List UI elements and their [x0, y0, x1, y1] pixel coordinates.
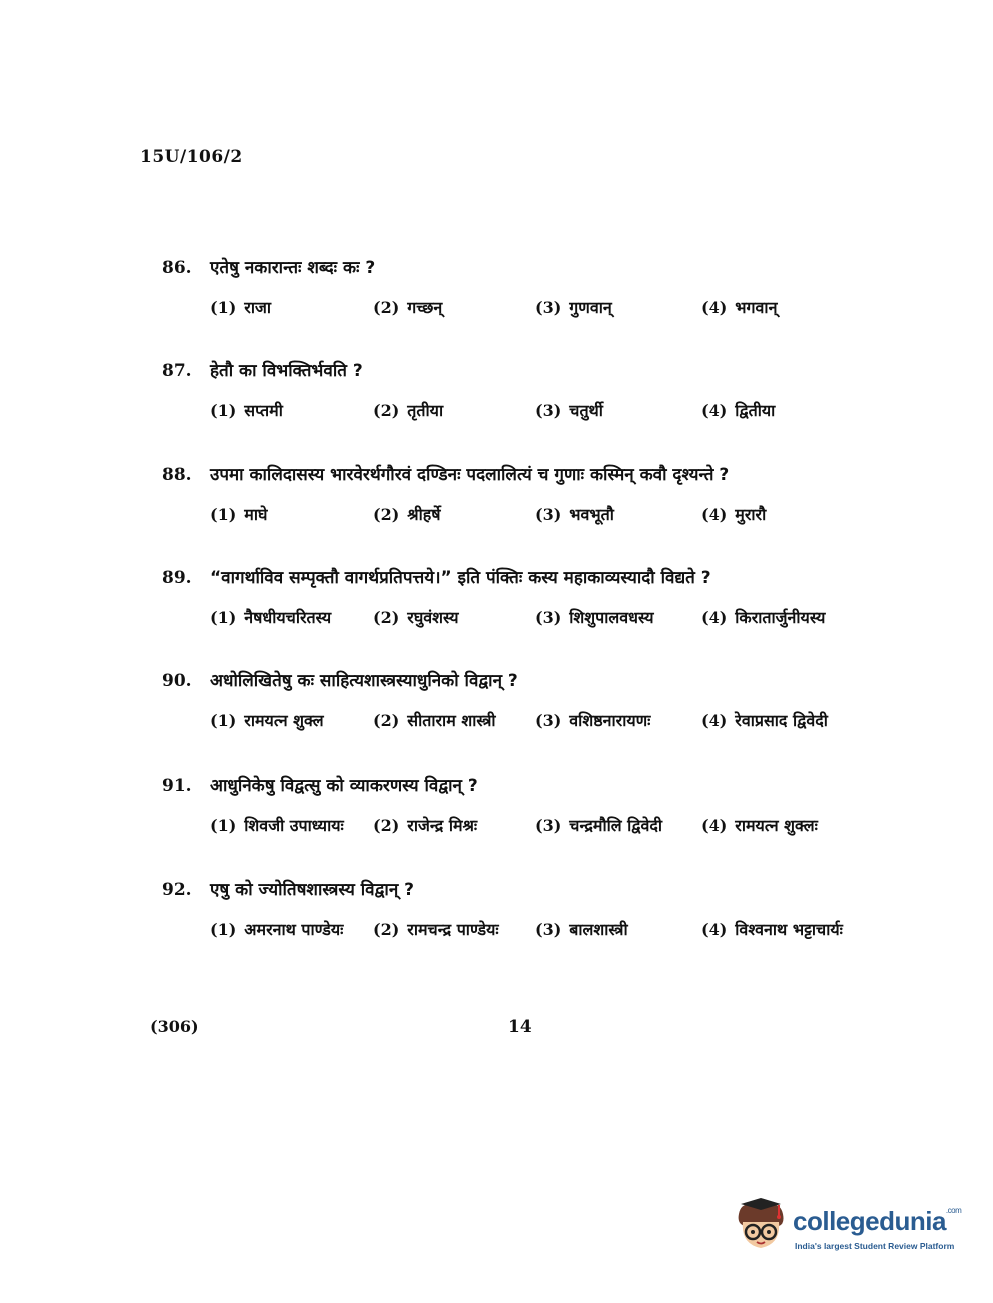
option-label: (4)	[701, 401, 728, 420]
option-2	[373, 606, 535, 628]
option-3	[535, 296, 701, 318]
options-row	[162, 606, 882, 628]
option-label: (3)	[535, 505, 562, 524]
question-line	[162, 668, 882, 691]
question-line	[162, 877, 882, 900]
option-label: (1)	[210, 608, 237, 627]
option-text: गुणवान्	[569, 298, 612, 317]
question-text: एषु को ज्योतिषशास्त्रस्य विद्वान् ?	[210, 880, 415, 900]
option-label: (1)	[210, 401, 237, 420]
option-text: अमरनाथ पाण्डेयः	[244, 920, 344, 939]
options-row	[162, 399, 882, 421]
option-text: रामयत्न शुक्लः	[735, 816, 818, 835]
question-text: उपमा कालिदासस्य भारवेरर्थगौरवं दण्डिनः पदलालित्यं च गुणाः कस्मिन् कवौ दृश्यन्ते ?	[210, 465, 730, 485]
options-row	[162, 296, 882, 318]
option-2	[373, 814, 535, 836]
option-label: (2)	[373, 298, 400, 317]
option-2	[373, 503, 535, 525]
question-text: “वागर्थाविव सम्पृक्तौ वागर्थप्रतिपत्तये।” इति पंक्तिः कस्य महाकाव्यस्यादौ विद्यते ?	[210, 568, 711, 588]
question-number: 91.	[162, 776, 192, 796]
option-4	[701, 918, 881, 940]
question-line	[162, 358, 882, 381]
question-number: 87.	[162, 361, 192, 381]
option-1	[210, 503, 373, 525]
option-label: (4)	[701, 816, 728, 835]
option-3	[535, 399, 701, 421]
option-label: (2)	[373, 920, 400, 939]
option-1	[210, 296, 373, 318]
question-number: 92.	[162, 880, 192, 900]
option-text: रामयत्न शुक्ल	[244, 711, 324, 730]
question-block	[162, 565, 882, 628]
option-text: विश्वनाथ भट्टाचार्यः	[735, 920, 843, 939]
option-text: बालशास्त्री	[569, 920, 628, 939]
mascot-icon	[733, 1196, 791, 1260]
question-text: एतेषु नकारान्तः शब्दः कः ?	[210, 258, 376, 278]
option-text: वशिष्ठनारायणः	[569, 711, 651, 730]
question-line	[162, 773, 882, 796]
question-line	[162, 255, 882, 278]
question-number: 89.	[162, 568, 192, 588]
option-label: (4)	[701, 711, 728, 730]
question-block	[162, 773, 882, 836]
option-text: द्वितीया	[735, 401, 776, 420]
question-line	[162, 462, 882, 485]
option-label: (4)	[701, 920, 728, 939]
option-3	[535, 709, 701, 731]
option-text: चन्द्रमौलि द्विवेदी	[569, 816, 663, 835]
question-number: 88.	[162, 465, 192, 485]
question-number: 90.	[162, 671, 192, 691]
options-row	[162, 814, 882, 836]
options-row	[162, 918, 882, 940]
question-block	[162, 462, 882, 525]
option-4	[701, 296, 881, 318]
option-text: मुरारौ	[735, 505, 767, 524]
option-label: (4)	[701, 505, 728, 524]
option-text: गच्छन्	[407, 298, 443, 317]
option-label: (1)	[210, 711, 237, 730]
option-1	[210, 399, 373, 421]
option-label: (3)	[535, 298, 562, 317]
option-text: चतुर्थी	[569, 401, 603, 420]
option-1	[210, 918, 373, 940]
question-block	[162, 358, 882, 421]
brand-tagline: India's largest Student Review Platform	[795, 1241, 955, 1251]
option-label: (2)	[373, 505, 400, 524]
question-number: 86.	[162, 258, 192, 278]
paper-code: 15U/106/2	[140, 147, 243, 167]
option-4	[701, 606, 881, 628]
option-2	[373, 918, 535, 940]
option-4	[701, 399, 881, 421]
option-label: (1)	[210, 505, 237, 524]
question-text: हेतौ का विभक्तिर्भवति ?	[210, 361, 363, 381]
option-label: (2)	[373, 816, 400, 835]
question-text: अधोलिखितेषु कः साहित्यशास्त्रस्याधुनिको विद्वान् ?	[210, 671, 518, 691]
page-number: 14	[508, 1017, 532, 1037]
option-label: (2)	[373, 608, 400, 627]
option-text: सप्तमी	[244, 401, 283, 420]
option-label: (3)	[535, 711, 562, 730]
option-label: (1)	[210, 298, 237, 317]
option-2	[373, 399, 535, 421]
option-label: (3)	[535, 816, 562, 835]
option-label: (3)	[535, 920, 562, 939]
option-text: माघे	[244, 505, 268, 524]
option-3	[535, 606, 701, 628]
option-label: (1)	[210, 816, 237, 835]
collegedunia-logo[interactable]	[733, 1196, 963, 1260]
option-text: रामचन्द्र पाण्डेयः	[407, 920, 499, 939]
option-label: (4)	[701, 608, 728, 627]
options-row	[162, 709, 882, 731]
option-text: किरातार्जुनीयस्य	[735, 608, 826, 627]
options-row	[162, 503, 882, 525]
brand-name: collegedunia$^{.com}$	[793, 1206, 962, 1236]
option-2	[373, 296, 535, 318]
option-label: (2)	[373, 401, 400, 420]
option-4	[701, 503, 881, 525]
option-text: श्रीहर्षे	[407, 505, 441, 524]
option-text: तृतीया	[407, 401, 444, 420]
option-text: भगवान्	[735, 298, 778, 317]
option-text: रेवाप्रसाद द्विवेदी	[735, 711, 828, 730]
option-text: भवभूतौ	[569, 505, 614, 524]
option-text: शिवजी उपाध्यायः	[244, 816, 344, 835]
option-1	[210, 606, 373, 628]
option-text: रघुवंशस्य	[407, 608, 459, 627]
question-block	[162, 255, 882, 318]
option-label: (3)	[535, 401, 562, 420]
question-block	[162, 668, 882, 731]
question-block	[162, 877, 882, 940]
option-4	[701, 709, 881, 731]
option-text: राजेन्द्र मिश्रः	[407, 816, 478, 835]
footer-code: (306)	[150, 1017, 199, 1036]
option-label: (4)	[701, 298, 728, 317]
option-4	[701, 814, 881, 836]
question-line	[162, 565, 882, 588]
option-3	[535, 918, 701, 940]
option-text: राजा	[244, 298, 271, 317]
option-label: (2)	[373, 711, 400, 730]
option-1	[210, 814, 373, 836]
option-label: (1)	[210, 920, 237, 939]
option-3	[535, 814, 701, 836]
option-text: सीताराम शास्त्री	[407, 711, 496, 730]
option-3	[535, 503, 701, 525]
option-text: नैषधीयचरितस्य	[244, 608, 332, 627]
question-text: आधुनिकेषु विद्वत्सु को व्याकरणस्य विद्वान् ?	[210, 776, 478, 796]
option-2	[373, 709, 535, 731]
option-1	[210, 709, 373, 731]
option-text: शिशुपालवधस्य	[569, 608, 654, 627]
option-label: (3)	[535, 608, 562, 627]
